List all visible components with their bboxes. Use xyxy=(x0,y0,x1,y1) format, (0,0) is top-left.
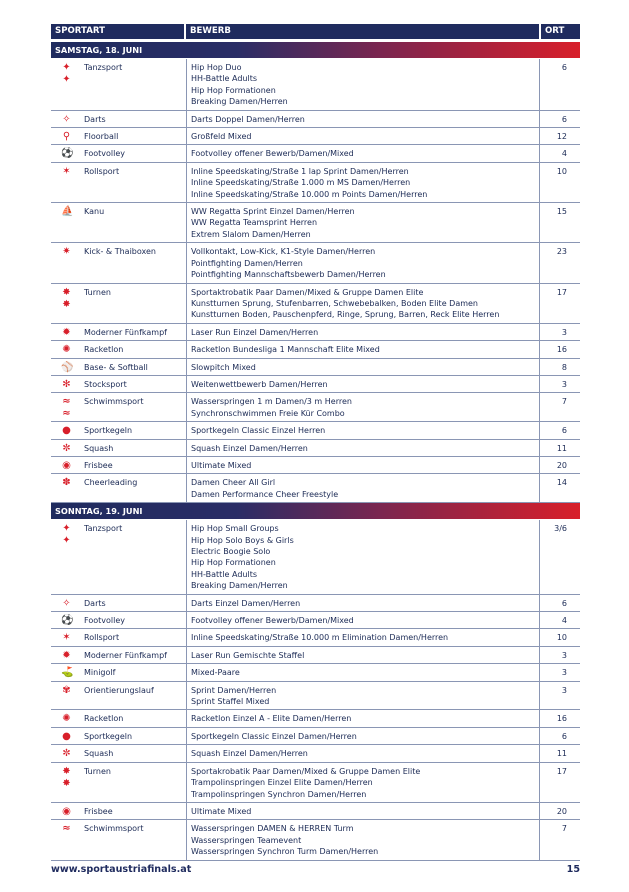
place-number: 20 xyxy=(539,457,579,473)
sport-icon-cell xyxy=(51,145,81,161)
event-list xyxy=(186,612,539,628)
place-number: 15 xyxy=(539,203,579,242)
event-list xyxy=(186,629,539,645)
event-list xyxy=(186,745,539,761)
event-line: Racketlon Einzel A - Elite Damen/Herren xyxy=(191,714,352,724)
sport-icon-cell xyxy=(51,474,81,502)
sport-icon-cell xyxy=(51,520,81,593)
sport-icon-cell xyxy=(51,128,81,144)
event-line: Mixed-Paare xyxy=(191,668,240,678)
sport-icon-cell xyxy=(51,359,81,375)
place-number: 3 xyxy=(539,647,579,663)
sport-icon-cell xyxy=(51,393,81,421)
sport-name: Turnen xyxy=(84,287,111,297)
racketlon-icon: ✺ xyxy=(62,344,71,356)
place-number: 10 xyxy=(539,629,579,645)
darts-icon: ✧ xyxy=(62,113,71,125)
event-line: Laser Run Einzel Damen/Herren xyxy=(191,327,319,337)
event-line: WW Regatta Sprint Einzel Damen/Herren xyxy=(191,207,355,217)
table-row xyxy=(51,820,580,860)
event-line: Synchronschwimmen Freie Kür Combo xyxy=(191,408,345,418)
event-line: Damen Performance Cheer Freestyle xyxy=(191,489,339,499)
days-container xyxy=(51,42,580,861)
event-line: Kunstturnen Boden, Pauschenpferd, Ringe, Sprung, Barren, Reck Elite Herren xyxy=(191,310,500,320)
event-line: WW Regatta Teamsprint Herren xyxy=(191,218,318,228)
event-line: Großfeld Mixed xyxy=(191,132,252,142)
table-row xyxy=(51,128,580,145)
sport-name: Squash xyxy=(84,443,114,453)
squash-icon: ✼ xyxy=(62,748,71,760)
place-number: 3 xyxy=(539,682,579,710)
event-line: Sportkegeln Classic Einzel Damen/Herren xyxy=(191,731,357,741)
gymnastics-icon: ✸ xyxy=(62,286,71,298)
place-number: 4 xyxy=(539,145,579,161)
table-row xyxy=(51,664,580,681)
schedule-sheet xyxy=(51,24,580,861)
event-line: Breaking Damen/Herren xyxy=(191,97,288,107)
day-header: SAMSTAG, 18. JUNI xyxy=(51,42,580,58)
sport-name: Tanzsport xyxy=(84,63,123,72)
event-list xyxy=(186,457,539,473)
sport-icon-cell xyxy=(51,629,81,645)
sport-name: Orientierungslauf xyxy=(84,685,154,695)
event-line: Inline Speedskating/Straße 1.000 m MS Damen/Herren xyxy=(191,178,411,188)
event-list xyxy=(186,682,539,710)
place-number: 7 xyxy=(539,393,579,421)
event-line: Hip Hop Small Groups xyxy=(191,524,279,534)
event-line: Weitenwettbewerb Damen/Herren xyxy=(191,379,328,389)
event-line: Pointfighting Mannschaftsbewerb Damen/Herren xyxy=(191,270,386,280)
event-line: Darts Doppel Damen/Herren xyxy=(191,114,305,124)
sport-name: Darts xyxy=(84,114,106,124)
event-list xyxy=(186,145,539,161)
event-list xyxy=(186,474,539,502)
event-list xyxy=(186,520,539,593)
event-line: Hip Hop Formationen xyxy=(191,85,276,95)
table-row xyxy=(51,612,580,629)
event-list xyxy=(186,203,539,242)
table-row xyxy=(51,745,580,762)
sport-icon-cell xyxy=(51,728,81,744)
place-number: 7 xyxy=(539,820,579,859)
frisbee-icon: ◉ xyxy=(62,459,71,471)
sport-icon-cell xyxy=(51,595,81,611)
event-line: Hip Hop Formationen xyxy=(191,558,276,568)
table-row xyxy=(51,520,580,594)
event-line: Racketlon Bundesliga 1 Mannschaft Elite Mixed xyxy=(191,345,380,355)
sport-name: Minigolf xyxy=(84,668,116,678)
sport-icon-cell xyxy=(51,376,81,392)
sport-name: Squash xyxy=(84,749,114,759)
event-line: Inline Speedskating/Straße 1 lap Sprint Damen/Herren xyxy=(191,166,409,176)
header-place: ORT xyxy=(541,24,580,39)
sport-icon-cell xyxy=(51,59,81,110)
sport-icon-cell xyxy=(51,820,81,859)
event-line: Wasserspringen Synchron Turm Damen/Herren xyxy=(191,847,379,857)
event-line: Slowpitch Mixed xyxy=(191,362,256,372)
sport-name: Moderner Fünfkampf xyxy=(84,650,167,660)
event-line: Kunstturnen Sprung, Stufenbarren, Schwebebalken, Boden Elite Damen xyxy=(191,298,479,308)
event-line: Wasserspringen Teamevent xyxy=(191,835,302,845)
pentathlon-icon: ✹ xyxy=(62,326,71,338)
table-row xyxy=(51,728,580,745)
sport-name: Schwimmsport xyxy=(84,397,144,407)
sport-icon-cell xyxy=(51,440,81,456)
place-number: 6 xyxy=(539,422,579,438)
sport-icon-cell xyxy=(51,243,81,282)
sport-icon-cell xyxy=(51,341,81,357)
sport-icon-cell xyxy=(51,203,81,242)
place-number: 16 xyxy=(539,341,579,357)
header-sport: SPORTART xyxy=(51,24,184,39)
event-list xyxy=(186,728,539,744)
sport-icon-cell xyxy=(51,763,81,802)
place-number: 6 xyxy=(539,728,579,744)
event-line: Inline Speedskating/Straße 10.000 m Points Damen/Herren xyxy=(191,189,428,199)
event-line: Sprint Staffel Mixed xyxy=(191,697,270,707)
table-row xyxy=(51,710,580,727)
sport-name: Schwimmsport xyxy=(84,824,144,834)
minigolf-icon: ⛳ xyxy=(61,667,74,679)
event-line: Electric Boogie Solo xyxy=(191,547,271,556)
event-line: Laser Run Gemischte Staffel xyxy=(191,650,305,660)
event-list xyxy=(186,128,539,144)
sport-icon-cell xyxy=(51,163,81,202)
event-line: Squash Einzel Damen/Herren xyxy=(191,749,308,759)
event-line: Footvolley offener Bewerb/Damen/Mixed xyxy=(191,149,354,159)
gymnastics-icon: ✸ xyxy=(62,765,71,777)
page-footer xyxy=(51,864,580,875)
swimming-icon: ≈ xyxy=(62,408,71,420)
table-row xyxy=(51,111,580,128)
place-number: 10 xyxy=(539,163,579,202)
sport-name: Darts xyxy=(84,598,106,608)
table-row xyxy=(51,359,580,376)
sport-name: Stocksport xyxy=(84,379,127,389)
canoe-icon: ⛵ xyxy=(61,206,74,218)
place-number: 8 xyxy=(539,359,579,375)
dancer-icon: ✦ xyxy=(62,62,71,73)
sport-name: Moderner Fünfkampf xyxy=(84,327,167,337)
page-number: 15 xyxy=(566,864,580,875)
place-number: 14 xyxy=(539,474,579,502)
event-line: Ultimate Mixed xyxy=(191,806,252,816)
table-row xyxy=(51,629,580,646)
event-line: Damen Cheer All Girl xyxy=(191,478,276,488)
event-list xyxy=(186,422,539,438)
event-list xyxy=(186,440,539,456)
event-list xyxy=(186,163,539,202)
event-line: Trampolinspringen Synchron Damen/Herren xyxy=(191,789,367,799)
event-line: Sportakrobatik Paar Damen/Mixed & Gruppe Damen Elite xyxy=(191,766,421,776)
swimming-icon: ≈ xyxy=(62,396,71,408)
sport-name: Rollsport xyxy=(84,633,120,643)
table-row xyxy=(51,393,580,422)
squash-icon: ✼ xyxy=(62,442,71,454)
gymnastics-icon: ✸ xyxy=(62,777,71,789)
place-number: 17 xyxy=(539,763,579,802)
table-row xyxy=(51,243,580,283)
place-number: 20 xyxy=(539,803,579,819)
dancer-icon: ✦ xyxy=(62,523,71,535)
sport-icon-cell xyxy=(51,745,81,761)
event-line: Darts Einzel Damen/Herren xyxy=(191,598,301,608)
gymnastics-icon: ✸ xyxy=(62,298,71,310)
swimming-icon: ≈ xyxy=(62,823,71,835)
sport-icon-cell xyxy=(51,457,81,473)
sport-name: Footvolley xyxy=(84,149,125,159)
event-line: Pointfighting Damen/Herren xyxy=(191,258,303,268)
sport-name: Rollsport xyxy=(84,166,120,176)
frisbee-icon: ◉ xyxy=(62,805,71,817)
event-line: Sportaktrobatik Paar Damen/Mixed & Gruppe Damen Elite xyxy=(191,287,424,297)
place-number: 3 xyxy=(539,324,579,340)
table-row xyxy=(51,422,580,439)
event-list xyxy=(186,376,539,392)
event-line: Extrem Slalom Damen/Herren xyxy=(191,229,311,239)
event-line: Sprint Damen/Herren xyxy=(191,685,277,695)
event-list xyxy=(186,595,539,611)
place-number: 6 xyxy=(539,111,579,127)
event-line: Vollkontakt, Low-Kick, K1-Style Damen/Herren xyxy=(191,247,376,257)
cheerleading-icon: ✽ xyxy=(62,477,71,489)
place-number: 3 xyxy=(539,376,579,392)
table-header xyxy=(51,24,580,39)
event-line: Breaking Damen/Herren xyxy=(191,581,288,591)
darts-icon: ✧ xyxy=(62,597,71,609)
sport-name: Sportkegeln xyxy=(84,426,133,436)
sport-icon-cell xyxy=(51,324,81,340)
table-row xyxy=(51,595,580,612)
event-line: Ultimate Mixed xyxy=(191,460,252,470)
event-line: HH-Battle Adults xyxy=(191,74,257,84)
table-row xyxy=(51,59,580,111)
table-row xyxy=(51,341,580,358)
baseball-icon: ⚾ xyxy=(61,361,74,373)
event-line: Hip Hop Duo xyxy=(191,63,242,72)
orienteering-icon: ✾ xyxy=(62,684,71,696)
table-row xyxy=(51,440,580,457)
header-event: BEWERB xyxy=(186,24,539,39)
sport-name: Frisbee xyxy=(84,460,113,470)
table-row xyxy=(51,763,580,803)
sport-name: Floorball xyxy=(84,132,119,142)
sport-name: Tanzsport xyxy=(84,524,123,534)
event-line: Wasserspringen DAMEN & HERREN Turm xyxy=(191,824,354,834)
dancer-icon: ✦ xyxy=(62,74,71,85)
floorball-icon: ⚲ xyxy=(62,131,71,143)
sport-name: Racketlon xyxy=(84,345,124,355)
table-row xyxy=(51,376,580,393)
table-row xyxy=(51,145,580,162)
place-number: 3 xyxy=(539,664,579,680)
table-row xyxy=(51,324,580,341)
sport-name: Frisbee xyxy=(84,806,113,816)
sport-name: Sportkegeln xyxy=(84,731,133,741)
rollsport-icon: ✶ xyxy=(62,165,71,177)
event-list xyxy=(186,803,539,819)
pentathlon-icon: ✹ xyxy=(62,649,71,661)
sport-icon-cell xyxy=(51,111,81,127)
event-list xyxy=(186,664,539,680)
table-row xyxy=(51,803,580,820)
sport-icon-cell xyxy=(51,647,81,663)
website-link[interactable]: www.sportaustriafinals.at xyxy=(51,864,192,875)
event-line: Sportkegeln Classic Einzel Herren xyxy=(191,426,326,436)
sport-icon-cell xyxy=(51,710,81,726)
place-number: 6 xyxy=(539,595,579,611)
event-list xyxy=(186,324,539,340)
footvolley-icon: ⚽ xyxy=(61,615,74,627)
stocksport-icon: ✻ xyxy=(62,378,71,390)
sport-name: Base- & Softball xyxy=(84,362,148,372)
event-list xyxy=(186,763,539,802)
place-number: 16 xyxy=(539,710,579,726)
event-list xyxy=(186,393,539,421)
table-row xyxy=(51,647,580,664)
place-number: 11 xyxy=(539,745,579,761)
sport-name: Racketlon xyxy=(84,714,124,724)
place-number: 12 xyxy=(539,128,579,144)
place-number: 4 xyxy=(539,612,579,628)
place-number: 23 xyxy=(539,243,579,282)
bowling-icon: ● xyxy=(62,730,71,742)
sport-icon-cell xyxy=(51,284,81,323)
event-list xyxy=(186,243,539,282)
place-number: 3/6 xyxy=(539,520,579,593)
event-line: Footvolley offener Bewerb/Damen/Mixed xyxy=(191,616,354,626)
kickboxing-icon: ✷ xyxy=(62,246,71,258)
event-line: Trampolinspringen Einzel Elite Damen/Herren xyxy=(191,778,373,788)
sport-name: Footvolley xyxy=(84,616,125,626)
event-list xyxy=(186,647,539,663)
event-list xyxy=(186,59,539,110)
sport-icon-cell xyxy=(51,612,81,628)
table-row xyxy=(51,203,580,243)
sport-name: Kick- & Thaiboxen xyxy=(84,247,156,257)
place-number: 11 xyxy=(539,440,579,456)
day-header: SONNTAG, 19. JUNI xyxy=(51,503,580,519)
sport-icon-cell xyxy=(51,803,81,819)
sport-name: Cheerleading xyxy=(84,478,138,488)
event-line: Wasserspringen 1 m Damen/3 m Herren xyxy=(191,397,352,407)
rollsport-icon: ✶ xyxy=(62,632,71,644)
event-list xyxy=(186,710,539,726)
table-row xyxy=(51,163,580,203)
racketlon-icon: ✺ xyxy=(62,713,71,725)
event-line: Squash Einzel Damen/Herren xyxy=(191,443,308,453)
table-row xyxy=(51,284,580,324)
place-number: 6 xyxy=(539,59,579,110)
sport-icon-cell xyxy=(51,422,81,438)
table-row xyxy=(51,457,580,474)
event-list xyxy=(186,341,539,357)
dancer-icon: ✦ xyxy=(62,535,71,547)
footvolley-icon: ⚽ xyxy=(61,148,74,160)
event-list xyxy=(186,820,539,859)
sport-name: Kanu xyxy=(84,207,105,217)
event-list xyxy=(186,284,539,323)
sport-icon-cell xyxy=(51,664,81,680)
sport-icon-cell xyxy=(51,682,81,710)
table-row xyxy=(51,682,580,711)
table-row xyxy=(51,474,580,503)
event-line: Inline Speedskating/Straße 10.000 m Elimination Damen/Herren xyxy=(191,633,449,643)
event-list xyxy=(186,111,539,127)
event-line: Hip Hop Solo Boys & Girls xyxy=(191,535,294,545)
sport-name: Turnen xyxy=(84,766,111,776)
place-number: 17 xyxy=(539,284,579,323)
event-list xyxy=(186,359,539,375)
bowling-icon: ● xyxy=(62,425,71,437)
event-line: HH-Battle Adults xyxy=(191,569,257,579)
